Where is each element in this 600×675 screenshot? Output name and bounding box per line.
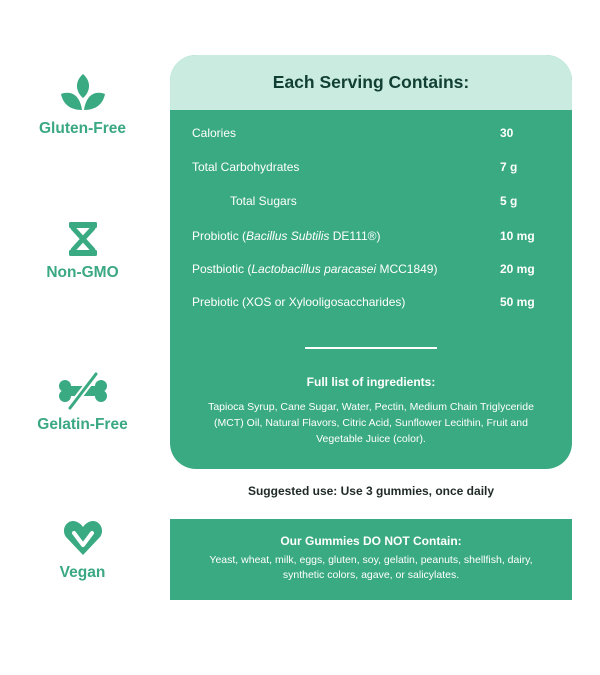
fact-value: 30	[500, 126, 514, 140]
fact-name: Total Carbohydrates	[192, 160, 300, 174]
fact-value: 20 mg	[500, 262, 535, 276]
badge-label: Non-GMO	[46, 264, 119, 281]
badge-gelatin-free	[25, 372, 140, 434]
ingredients-text: Tapioca Syrup, Cane Sugar, Water, Pectin, Medium Chain Triglyceride (MCT) Oil, Natural Flavors, Citric Acid, Sunflower Lecithin, Fruit and Vegetable Juice (color).	[208, 401, 534, 445]
serving-facts-panel	[170, 55, 572, 469]
fact-row	[192, 295, 550, 315]
heart-v-icon	[62, 518, 104, 558]
fact-value: 5 g	[500, 194, 518, 208]
badge-non-gmo	[25, 220, 140, 282]
facts-header	[170, 55, 572, 110]
facts-title: Each Serving Contains:	[272, 72, 470, 92]
suggested-use: Suggested use: Use 3 gummies, once daily	[247, 484, 495, 498]
fact-value: 7 g	[500, 160, 518, 174]
strain-name: Lactobacillus paracasei	[251, 262, 377, 276]
fact-name: Calories	[192, 126, 237, 140]
not-contain-title: Our Gummies DO NOT Contain:	[280, 534, 462, 548]
leaves-icon	[58, 70, 108, 114]
fact-name-suffix: MCC1849)	[376, 262, 438, 276]
fact-value: 50 mg	[500, 295, 535, 309]
dna-icon	[66, 220, 100, 258]
fact-name: Total Sugars	[230, 194, 297, 208]
fact-row	[192, 262, 550, 282]
badge-label: Gluten-Free	[39, 120, 126, 137]
badge-gluten-free	[25, 70, 140, 138]
fact-name-prefix: Probiotic (	[192, 229, 247, 243]
ingredients-title: Full list of ingredients:	[306, 375, 436, 389]
not-contain-text: Yeast, wheat, milk, eggs, gluten, soy, gelatin, peanuts, shellfish, dairy, synthetic colors, agave, or salicylates.	[209, 554, 533, 581]
badge-label: Gelatin-Free	[37, 416, 128, 433]
badge-vegan	[25, 518, 140, 582]
fact-row	[192, 126, 550, 146]
fact-name-suffix: DE111®)	[329, 229, 381, 243]
divider	[305, 347, 437, 349]
fact-name	[192, 262, 437, 276]
crossed-bone-icon	[56, 372, 110, 410]
fact-value: 10 mg	[500, 229, 535, 243]
fact-name	[192, 229, 381, 243]
fact-row	[192, 194, 550, 214]
strain-name: Bacillus Subtilis	[246, 229, 330, 243]
fact-row	[192, 160, 550, 180]
fact-row	[192, 229, 550, 249]
fact-name-prefix: Postbiotic (	[192, 262, 252, 276]
fact-name: Prebiotic (XOS or Xylooligosaccharides)	[192, 295, 406, 309]
does-not-contain-panel	[170, 519, 572, 600]
badge-label: Vegan	[59, 564, 106, 581]
